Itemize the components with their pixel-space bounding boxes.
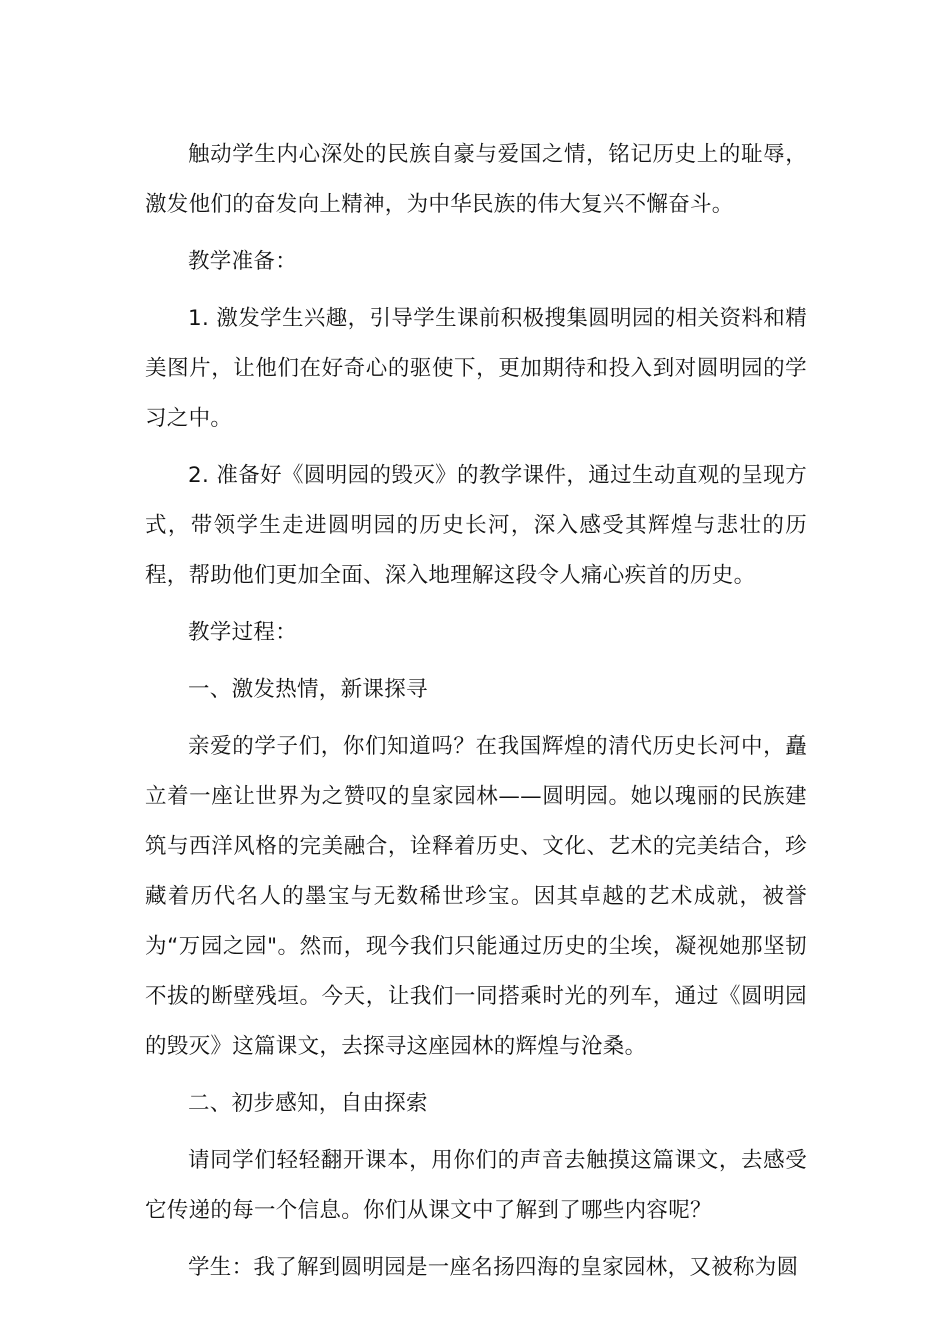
heading-section-2: 二、初步感知，自由探索 bbox=[188, 1091, 428, 1116]
paragraph-section-1-body: 亲爱的学子们，你们知道吗？在我国辉煌的清代历史长河中，矗立着一座让世界为之赞叹的皇家园林——圆明园。她以瑰丽的民族建筑与西洋风格的完美融合，诠释着历史、文化、艺术的完美结合，珍藏着历代名人的墨宝与无数稀世珍宝。因其卓越的艺术成就，被誉为“万园之园"。然而，现今我们只能通过历史的尘埃，凝视她那坚韧不拔的断壁残垣。今天，让我们一同搭乘时光的列车，通过《圆明园的毁灭》这篇课文，去探寻这座园林的辉煌与沧桑。 bbox=[145, 734, 807, 1059]
paragraph-preparation-1: 1. 激发学生兴趣，引导学生课前积极搜集圆明园的相关资料和精美图片，让他们在好奇心的驱使下，更加期待和投入到对圆明园的学习之中。 bbox=[145, 306, 807, 431]
paragraph-intro-goal: 触动学生内心深处的民族自豪与爱国之情，铭记历史上的耻辱，激发他们的奋发向上精神，为中华民族的伟大复兴不懈奋斗。 bbox=[145, 142, 807, 217]
paragraph-section-2-body: 请同学们轻轻翻开课本，用你们的声音去触摸这篇课文，去感受它传递的每一个信息。你们从课文中了解到了哪些内容呢？ bbox=[145, 1148, 807, 1223]
heading-teaching-process: 教学过程： bbox=[188, 620, 298, 645]
document-page bbox=[145, 130, 807, 1300]
heading-section-1: 一、激发热情，新课探寻 bbox=[188, 677, 428, 702]
paragraph-student-answer: 学生：我了解到圆明园是一座名扬四海的皇家园林，又被称为圆 bbox=[188, 1255, 799, 1280]
heading-teaching-preparation: 教学准备： bbox=[188, 249, 298, 274]
paragraph-preparation-2: 2. 准备好《圆明园的毁灭》的教学课件，通过生动直观的呈现方式，带领学生走进圆明园的历史长河，深入感受其辉煌与悲壮的历程，帮助他们更加全面、深入地理解这段令人痛心疾首的历史。 bbox=[145, 463, 807, 588]
